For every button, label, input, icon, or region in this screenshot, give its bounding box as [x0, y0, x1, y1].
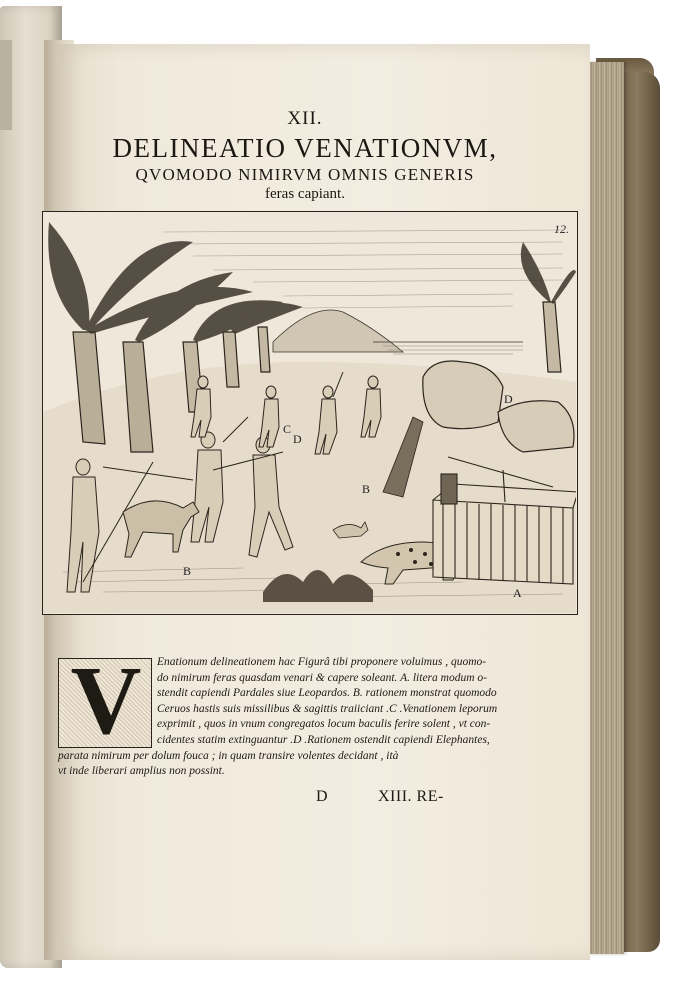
body-line: stendit capiendi Pardales siue Leopardos. B. rationem monstrat quomodo [157, 687, 497, 700]
plate-label-b2: B [362, 482, 371, 496]
signature-mark: D [316, 788, 328, 805]
body-line: vt inde liberari amplius non possint. [58, 765, 225, 778]
body-line: Enationum delineationem hac Figurâ tibi proponere voluimus , quomo- [157, 656, 487, 668]
plate-label-c: C [283, 422, 292, 436]
plate-label-d: D [293, 432, 302, 446]
page-edges [588, 62, 624, 954]
distant-hill [273, 310, 403, 352]
page-subtitle-2: feras capiant. [265, 186, 345, 202]
plate-label-a: A [513, 586, 522, 600]
body-line: parata nimirum per dolum fouca ; in quam transire volentes decidant , ità [58, 749, 399, 762]
elephant-1 [423, 361, 503, 429]
chapter-number: XII. [287, 108, 323, 129]
page-title: DELINEATIO VENATIONVM, [112, 133, 498, 163]
body-line: do nimirum feras quasdam venari & capere soleant. A. litera modum o- [157, 671, 487, 684]
plate-label-b: B [183, 564, 192, 578]
body-line: cidentes statim extinguantur .D .Rationem ostendit capiendi Elephantes, [157, 733, 490, 746]
initial-letter: V [70, 647, 142, 755]
hunting-engraving [42, 211, 578, 615]
decorated-initial [58, 647, 152, 755]
sea-hatching [383, 346, 523, 354]
plate-label-d2: D [504, 392, 513, 406]
body-line: Ceruos hastis suis missilibus & sagittis traiiciant .C .Venationem leporum [157, 702, 498, 715]
body-line: exprimit , quos in vnum congregatos locum baculis ferire solent , vt con- [157, 718, 491, 731]
engraving-illustration [43, 212, 576, 613]
catchword: XIII. RE- [378, 788, 444, 805]
book-cover [618, 72, 660, 952]
title-block [70, 108, 540, 203]
plate-number: 12. [554, 222, 569, 236]
page-subtitle: QVOMODO NIMIRVM OMNIS GENERIS [135, 165, 475, 184]
body-text [58, 647, 498, 780]
left-page-strip [0, 40, 12, 130]
